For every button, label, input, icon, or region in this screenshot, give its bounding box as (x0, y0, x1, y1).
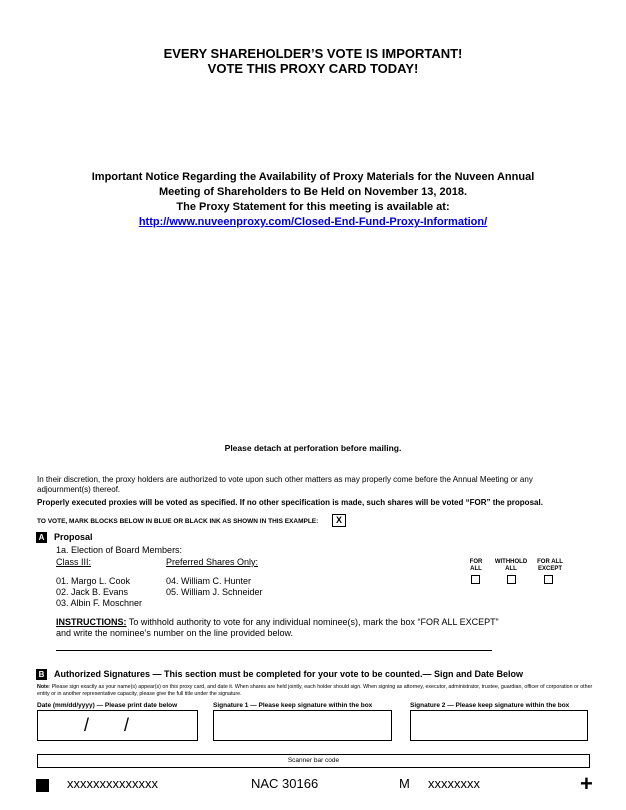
instructions-label: INSTRUCTIONS: (56, 617, 127, 627)
date-label: Date (mm/dd/yyyy) — Please print date below (37, 702, 178, 709)
header-line1: EVERY SHAREHOLDER’S VOTE IS IMPORTANT! (163, 46, 463, 61)
scanner-bar-code: Scanner bar code (37, 754, 590, 768)
section-b-title: Authorized Signatures — This section must be completed for your vote to be counted.— Sign and Date Below (54, 669, 524, 679)
class-iii-label: Class III: (56, 557, 92, 567)
section-b-badge: B (36, 669, 47, 680)
to-vote-instruction: TO VOTE, MARK BLOCKS BELOW IN BLUE OR BLACK INK AS SHOWN IN THIS EXAMPLE: (37, 518, 319, 525)
for-all-checkbox[interactable] (471, 575, 480, 584)
for-all-except-checkbox[interactable] (544, 575, 553, 584)
section-a-title: Proposal (54, 532, 93, 542)
instructions-text1: To withhold authority to vote for any individual nominee(s), mark the box “FOR ALL EXCEPT” (126, 617, 499, 627)
footer-code1: xxxxxxxxxxxxxx (67, 776, 158, 791)
header-line2: VOTE THIS PROXY CARD TODAY! (207, 61, 419, 76)
col-withhold-all: WITHHOLD ALL (494, 559, 528, 572)
signature1-label: Signature 1 — Please keep signature within the box (213, 702, 373, 709)
note-label: Note (37, 684, 49, 690)
notice-line2: Meeting of Shareholders to Be Held on November 13, 2018. (158, 186, 468, 198)
footer-code4: xxxxxxxx (428, 776, 480, 791)
header (0, 46, 626, 76)
registration-mark (36, 779, 49, 792)
instructions-text2: and write the nominee’s number on the line provided below. (56, 628, 293, 638)
availability-notice (0, 170, 626, 230)
instructions (56, 617, 556, 639)
discretion-text: In their discretion, the proxy holders are authorized to vote upon such other matters as may properly come before the Annual Meeting or any adjournment(s) thereof. (37, 475, 533, 494)
notice-line3: The Proxy Statement for this meeting is available at: (176, 201, 450, 213)
plus-mark: + (580, 771, 593, 796)
footer-code3: M (399, 776, 410, 791)
nominee-02: 02. Jack B. Evans (56, 587, 129, 597)
date-slash-2: / (124, 715, 130, 735)
signature-note (37, 684, 597, 698)
signature2-box[interactable] (410, 710, 588, 741)
signature1-box[interactable] (213, 710, 392, 741)
detach-instruction: Please detach at perforation before mailing. (224, 443, 402, 453)
nominee-05: 05. William J. Schneider (166, 587, 263, 597)
nominee-04: 04. William C. Hunter (166, 576, 252, 586)
signature2-label: Signature 2 — Please keep signature within the box (410, 702, 570, 709)
nominee-03: 03. Albin F. Moschner (56, 598, 143, 608)
proxy-statement-link[interactable]: http://www.nuveenproxy.com/Closed-End-Fund-Proxy-Information/ (138, 216, 488, 228)
note-text: : Please sign exactly as your name(s) appear(s) on this proxy card, and date it. When shares are held jointly, each holder should sign. When signing as attorney, executor, administrator, trustee, guardian, officer of corporation or other entity or in another representative capacity, please give the full title under the signature. (37, 684, 593, 697)
nominee-01: 01. Margo L. Cook (56, 576, 131, 586)
date-input-box[interactable] (37, 710, 198, 741)
footer-code2: NAC 30166 (251, 776, 319, 791)
nominee-number-line[interactable] (56, 650, 492, 651)
col-for-all: FOR ALL (469, 559, 483, 572)
example-mark-box: X (332, 514, 346, 527)
notice-line1: Important Notice Regarding the Availability of Proxy Materials for the Nuveen Annual (91, 171, 535, 183)
proposal-item: 1a. Election of Board Members: (56, 545, 183, 555)
date-slash-1: / (84, 715, 90, 735)
section-a-badge: A (36, 532, 47, 543)
withhold-all-checkbox[interactable] (507, 575, 516, 584)
properly-executed-text: Properly executed proxies will be voted as specified. If no other specification is made, such shares will be voted “FOR” the proposal. (37, 498, 543, 507)
preferred-shares-label: Preferred Shares Only: (166, 557, 259, 567)
col-for-all-except: FOR ALL EXCEPT (537, 559, 563, 572)
